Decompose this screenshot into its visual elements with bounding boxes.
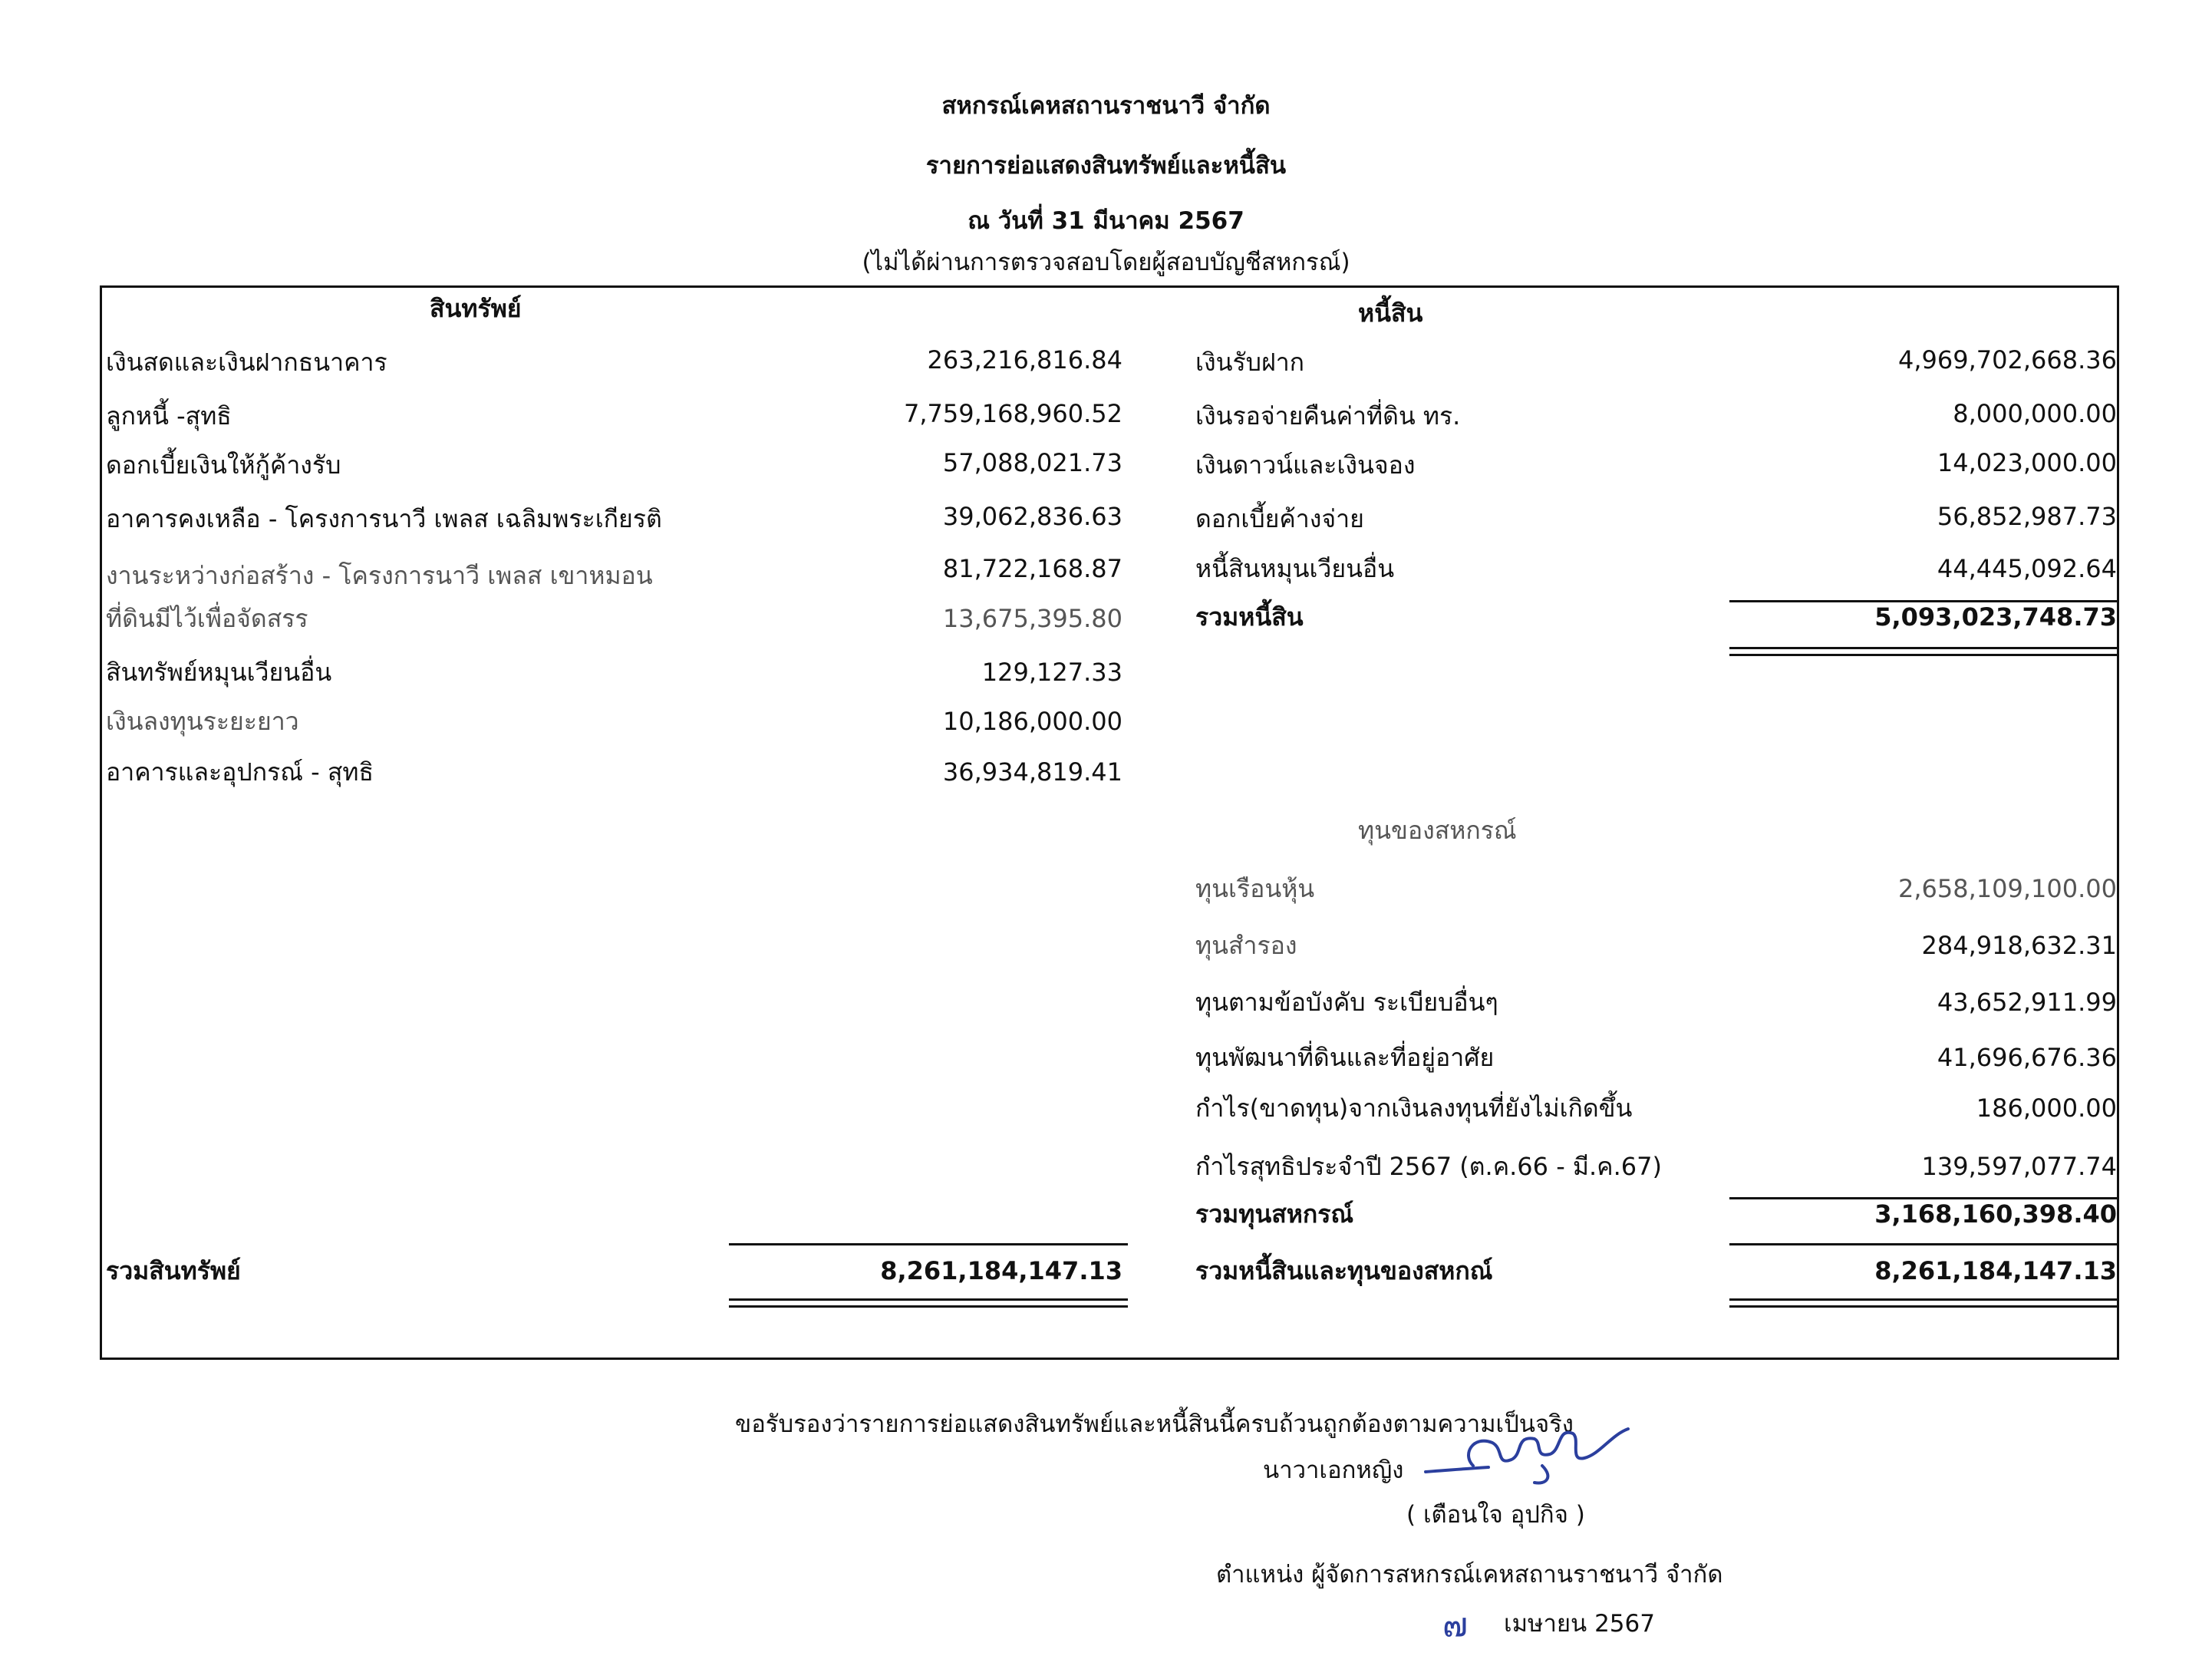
equity-value: 284,918,632.31: [1921, 931, 2117, 960]
assets-total-value: 8,261,184,147.13: [880, 1256, 1122, 1285]
equity-value: 43,652,911.99: [1937, 988, 2117, 1017]
document-title: รายการย่อแสดงสินทรัพย์และหนี้สิน: [925, 152, 1287, 180]
signature-mark: [1419, 1412, 1634, 1489]
liability-value: 8,000,000.00: [1953, 399, 2117, 428]
equity-label: กำไรสุทธิประจำปี 2567 (ต.ค.66 - มี.ค.67): [1195, 1152, 1662, 1181]
report-date: ณ วันที่ 31 มีนาคม 2567: [968, 207, 1244, 235]
asset-label: อาคารคงเหลือ - โครงการนาวี เพลส เฉลิมพระเกียรติ: [106, 504, 662, 533]
grand-total-rule: [1729, 1243, 2119, 1245]
equity-value: 41,696,676.36: [1937, 1043, 2117, 1072]
asset-value: 36,934,819.41: [942, 757, 1122, 787]
date-day-handwritten: ๗: [1442, 1605, 1469, 1645]
asset-label: เงินสดและเงินฝากธนาคาร: [106, 348, 387, 377]
liabilities-total-rule-2: [1729, 654, 2119, 656]
grand-total-double-rule-2: [1729, 1305, 2119, 1308]
signer-name: ( เตือนใจ อุปกิจ ): [1406, 1501, 1585, 1529]
equity-total-value: 3,168,160,398.40: [1874, 1199, 2117, 1229]
equity-value: 139,597,077.74: [1921, 1152, 2117, 1181]
asset-label: ลูกหนี้ -สุทธิ: [106, 401, 232, 431]
liability-value: 14,023,000.00: [1937, 448, 2117, 477]
asset-value: 81,722,168.87: [942, 554, 1122, 583]
asset-value: 7,759,168,960.52: [904, 399, 1122, 428]
liability-label: เงินรับฝาก: [1195, 348, 1305, 377]
liabilities-heading: หนี้สิน: [1358, 299, 1423, 328]
asset-label: ที่ดินมีไว้เพื่อจัดสรร: [106, 604, 308, 633]
liabilities-total-label: รวมหนี้สิน: [1195, 602, 1304, 632]
asset-value: 263,216,816.84: [927, 345, 1122, 374]
certification-text: ขอรับรองว่ารายการย่อแสดงสินทรัพย์และหนี้สินนี้ครบถ้วนถูกต้องตามความเป็นจริง: [735, 1410, 1574, 1438]
asset-value: 39,062,836.63: [942, 502, 1122, 531]
grand-total-value: 8,261,184,147.13: [1874, 1256, 2117, 1285]
asset-label: สินทรัพย์หมุนเวียนอื่น: [106, 658, 332, 687]
org-name: สหกรณ์เคหสถานราชนาวี จำกัด: [941, 92, 1271, 120]
liability-value: 56,852,987.73: [1937, 502, 2117, 531]
assets-total-rule: [729, 1243, 1128, 1245]
equity-label: กำไร(ขาดทุน)จากเงินลงทุนที่ยังไม่เกิดขึ้น: [1195, 1094, 1633, 1123]
signer-position: ตำแหน่ง ผู้จัดการสหกรณ์เคหสถานราชนาวี จำกัด: [1216, 1561, 1723, 1588]
liability-value: 44,445,092.64: [1937, 554, 2117, 583]
asset-value: 13,675,395.80: [942, 604, 1122, 633]
equity-label: ทุนตามข้อบังคับ ระเบียบอื่นๆ: [1195, 988, 1498, 1017]
liability-label: หนี้สินหมุนเวียนอื่น: [1195, 554, 1395, 583]
asset-label: ดอกเบี้ยเงินให้กู้ค้างรับ: [106, 450, 341, 480]
equity-total-label: รวมทุนสหกรณ์: [1195, 1199, 1354, 1229]
liability-label: ดอกเบี้ยค้างจ่าย: [1195, 504, 1364, 533]
signing-date: เมษายน 2567: [1504, 1610, 1655, 1638]
grand-total-label: รวมหนี้สินและทุนของสหกณ์: [1195, 1256, 1493, 1285]
equity-label: ทุนพัฒนาที่ดินและที่อยู่อาศัย: [1195, 1043, 1495, 1072]
equity-heading: ทุนของสหกรณ์: [1358, 816, 1517, 845]
liability-value: 4,969,702,668.36: [1898, 345, 2117, 374]
equity-value: 2,658,109,100.00: [1898, 874, 2117, 903]
liability-label: เงินรอจ่ายคืนค่าที่ดิน ทร.: [1195, 401, 1461, 431]
equity-label: ทุนสำรอง: [1195, 931, 1297, 960]
assets-total-label: รวมสินทรัพย์: [106, 1256, 241, 1285]
asset-label: เงินลงทุนระยะยาว: [106, 707, 299, 736]
liability-label: เงินดาวน์และเงินจอง: [1195, 450, 1416, 480]
equity-label: ทุนเรือนหุ้น: [1195, 874, 1315, 903]
grand-total-double-rule-1: [1729, 1298, 2119, 1301]
asset-label: อาคารและอุปกรณ์ - สุทธิ: [106, 757, 374, 787]
assets-heading: สินทรัพย์: [430, 294, 522, 323]
audit-note: (ไม่ได้ผ่านการตรวจสอบโดยผู้สอบบัญชีสหกรณ์): [862, 249, 1350, 276]
asset-label: งานระหว่างก่อสร้าง - โครงการนาวี เพลส เขาหมอน: [106, 561, 653, 590]
assets-total-double-rule-2: [729, 1305, 1128, 1308]
asset-value: 129,127.33: [981, 658, 1122, 687]
signer-rank: นาวาเอกหญิง: [1263, 1457, 1404, 1484]
equity-value: 186,000.00: [1976, 1094, 2117, 1123]
liabilities-total-value: 5,093,023,748.73: [1874, 602, 2117, 632]
assets-total-double-rule-1: [729, 1298, 1128, 1301]
asset-value: 57,088,021.73: [942, 448, 1122, 477]
asset-value: 10,186,000.00: [942, 707, 1122, 736]
liabilities-total-rule-1: [1729, 647, 2119, 649]
